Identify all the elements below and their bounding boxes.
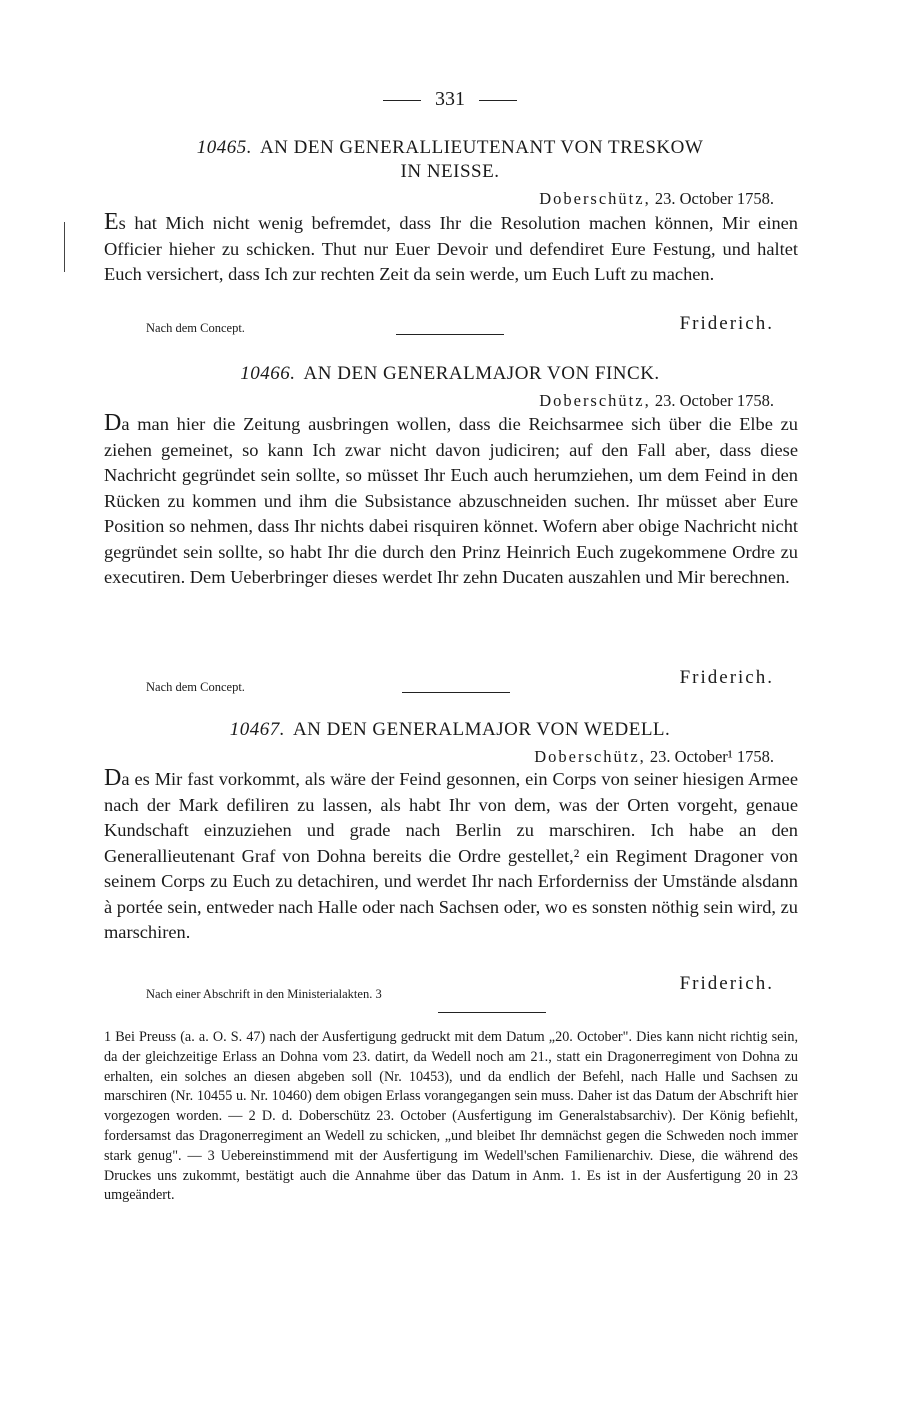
- page-number: 331: [435, 88, 465, 110]
- letter-number: 10466.: [240, 363, 296, 384]
- letter-signature-10465: Friderich.: [679, 313, 774, 334]
- header-dash-left: [383, 100, 421, 101]
- letter-body-10466: [104, 411, 798, 591]
- letter-date: 23. October¹ 1758.: [649, 747, 774, 766]
- page-header: [0, 88, 900, 111]
- letter-date: 23. October 1758.: [654, 391, 774, 410]
- letter-body-10467: [104, 766, 798, 946]
- letter-place: Doberschütz,: [534, 747, 646, 766]
- footnotes: 1 Bei Preuss (a. a. O. S. 47) nach der Ausfertigung gedruckt mit dem Datum „20. October". Dies kann nicht richtig sein, da der gleichzeitige Erlass an Dohna vom 23. datirt, da Wedell noch am 21., statt ein Dragonerregiment von Dohna zu erhalten, ein solches an diesen abgeben soll (Nr. 10453), und da endlich der Befehl, nach Halle und Sachsen zu marschiren (Nr. 10455 u. Nr. 10460) dem obigen Erlass vorangegangen sein muss. Daher ist das Datum der Abschrift hier vorgezogen worden. — 2 D. d. Doberschütz 23. October (Ausfertigung im Generalstabsarchiv). Der König befiehlt, fordersamst das Dragonerregiment an Wedell zu schicken, „und bleibet Ihr demnächst gegen die Schweden noch immer stark genug". — 3 Uebereinstimmend mit der Ausfertigung im Wedell'schen Familienarchiv. Diese, die während des Druckes uns zukommt, bestätigt auch die Annahme über das Datum in Anm. 1. Es ist in der Ausfertigung 20 in 23 umgeändert.: [104, 1029, 798, 1204]
- letter-source-10465: Nach dem Concept.: [146, 321, 245, 335]
- letter-addressee: AN DEN GENERALMAJOR VON WEDELL.: [292, 719, 671, 740]
- letter-addressee: AN DEN GENERALLIEUTENANT VON TRESKOW: [259, 137, 704, 158]
- letter-source-10467: Nach einer Abschrift in den Ministerialakten. 3: [146, 987, 382, 1001]
- letter-body-10465: [104, 210, 798, 288]
- separator-rule: [402, 692, 510, 693]
- letter-body-text: a es Mir fast vorkommt, als wäre der Feind gesonnen, ein Corps von seiner hiesigen Armee nach der Mark defiliren zu lassen, als habt Ihr von dem, was der Orten vorgeht, genaue Kundschaft einzuziehen und grade nach Berlin zu marschiren. Ich habe an den Generallieutenant Graf von Dohna bereits die Ordre gestellet,² ein Regiment Dragoner von seinem Corps zu Euch zu detachiren, und werdet Ihr nach Erforderniss der Umstände alsdann à portée sein, entweder nach Halle oder nach Sachsen oder, wo es sonsten nöthig sein wird, zu marschiren.: [104, 769, 798, 942]
- header-dash-right: [479, 100, 517, 101]
- letter-body-text: s hat Mich nicht wenig befremdet, dass Ihr die Resolution machen können, Mir einen Officier hieher zu schicken. Thut nur Euer Devoir und defendiret Eure Festung, und haltet Euch versichert, dass Ich zur rechten Zeit da sein werde, um Euch Luft zu machen.: [104, 213, 798, 284]
- letter-place: Doberschütz,: [539, 189, 651, 208]
- letter-source-10466: Nach dem Concept.: [146, 680, 245, 694]
- margin-mark: [64, 222, 65, 272]
- initial-letter: D: [104, 410, 122, 436]
- initial-letter: E: [104, 209, 119, 235]
- letter-addressee-line2: IN NEISSE.: [400, 161, 500, 182]
- letter-number: 10467.: [229, 719, 285, 740]
- letter-signature-10466: Friderich.: [679, 667, 774, 688]
- separator-rule: [396, 334, 504, 335]
- letter-title-10465: [100, 136, 800, 184]
- letter-date: 23. October 1758.: [654, 189, 774, 208]
- letter-place: Doberschütz,: [539, 391, 651, 410]
- letter-addressee: AN DEN GENERALMAJOR VON FINCK.: [303, 363, 660, 384]
- separator-rule: [438, 1012, 546, 1013]
- initial-letter: D: [104, 765, 122, 791]
- letter-number: 10465.: [196, 137, 252, 158]
- letter-signature-10467: Friderich.: [679, 973, 774, 994]
- letter-dateline-10466: [539, 390, 774, 412]
- letter-title-10466: [100, 362, 800, 386]
- letter-dateline-10467: [534, 746, 774, 768]
- letter-dateline-10465: [539, 188, 774, 210]
- letter-title-10467: [100, 718, 800, 742]
- letter-body-text: a man hier die Zeitung ausbringen wollen, dass die Reichsarmee sich über die Elbe zu ziehen gemeinet, so kann Ich zwar nicht davon judiciren; auf den Fall aber, dass diese Nachricht gegründet sein sollte, so müsset Ihr Euch auch herumziehen, um dem Feind in den Rücken zu kommen und ihm die Subsistance abzuschneiden suchen. Ihr müsset aber Eure Position so nehmen, dass Ihr nichts dabei risquiren könnet. Wofern aber obige Nachricht nicht gegründet sein sollte, so habt Ihr die durch den Prinz Heinrich Euch zugekommene Ordre zu executiren. Dem Ueberbringer dieses werdet Ihr zehn Ducaten auszahlen und Mir berechnen.: [104, 414, 798, 587]
